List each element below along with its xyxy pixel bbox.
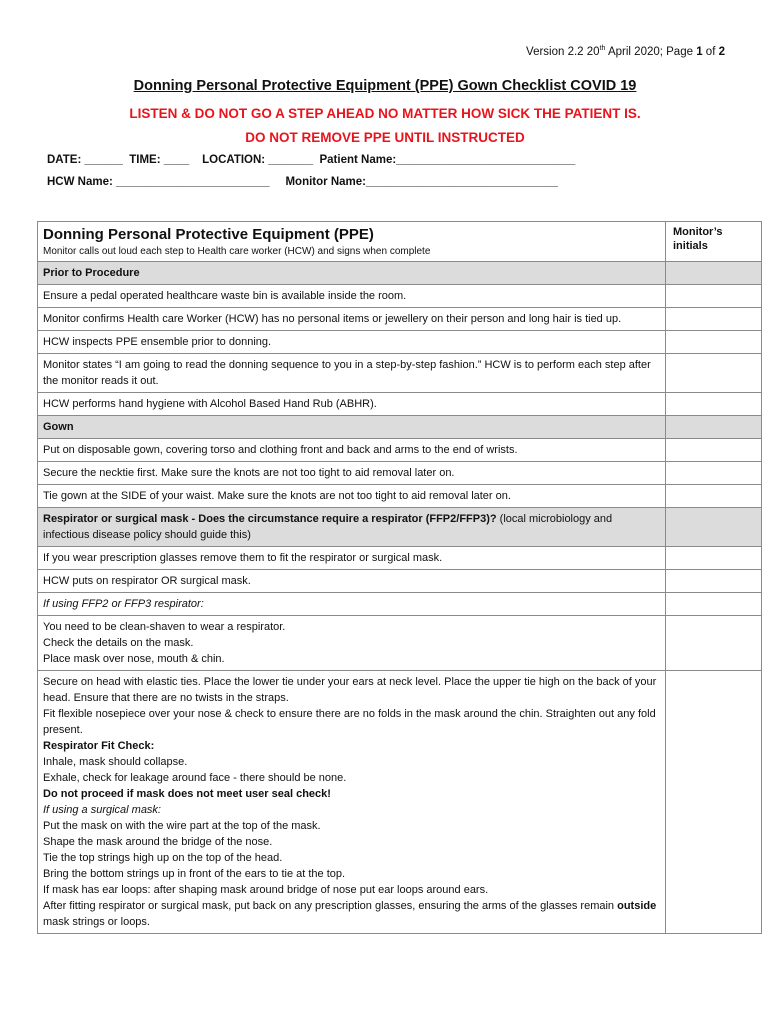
warning-line-1: LISTEN & DO NOT GO A STEP AHEAD NO MATTER HOW SICK THE PATIENT IS. [129, 106, 641, 121]
meta-line-date-time-location-patient[interactable]: DATE: ______ TIME: ____ LOCATION: _______ Patient Name:____________________________ [47, 154, 576, 166]
section-label-prior [38, 262, 666, 285]
initials-cell[interactable] [666, 547, 762, 570]
step-text: HCW puts on respirator OR surgical mask. [38, 570, 666, 593]
table-row [38, 354, 762, 393]
step-text: HCW inspects PPE ensemble prior to donning. [38, 331, 666, 354]
glasses-text-post: mask strings or loops. [43, 916, 150, 928]
initials-cell[interactable] [666, 671, 762, 934]
step-line: Shape the mask around the bridge of the nose. [43, 836, 273, 848]
document-title: Donning Personal Protective Equipment (PPE) Gown Checklist COVID 19 [133, 78, 637, 94]
step-line: Bring the bottom strings up in front of the ears to tie at the top. [43, 868, 346, 880]
step-line: You need to be clean-shaven to wear a respirator. [43, 621, 286, 633]
version-prefix: Version 2.2 20 [526, 45, 600, 58]
surgical-mask-heading: If using a surgical mask: [43, 804, 161, 816]
fit-check-heading: Respirator Fit Check: [43, 740, 155, 752]
page-of-label: of [702, 45, 719, 58]
version-date-suffix: th [599, 45, 606, 52]
table-row [38, 308, 762, 331]
version-date-rest: April 2020; Page [605, 45, 697, 58]
table-row [38, 616, 762, 671]
table-row [38, 462, 762, 485]
table-row [38, 285, 762, 308]
table-header-subtitle: Monitor calls out loud each step to Health care worker (HCW) and signs when complete [43, 246, 431, 257]
checklist-table [37, 221, 762, 934]
seal-check-warning: Do not proceed if mask does not meet user seal check! [43, 788, 331, 800]
step-text: Ensure a pedal operated healthcare waste bin is available inside the room. [38, 285, 666, 308]
step-line: Tie the top strings high up on the top of the head. [43, 852, 283, 864]
meta-line-hcw-monitor[interactable]: HCW Name: ________________________ Monitor Name:______________________________ [47, 176, 558, 188]
monitor-initials-header [666, 222, 762, 262]
initials-cell[interactable] [666, 439, 762, 462]
step-line-glasses [43, 898, 660, 930]
step-text: If using FFP2 or FFP3 respirator: [38, 593, 666, 616]
table-header-title: Donning Personal Protective Equipment (PPE) [43, 226, 374, 243]
step-text: If you wear prescription glasses remove them to fit the respirator or surgical mask. [38, 547, 666, 570]
step-text: Put on disposable gown, covering torso and clothing front and back and arms to the end of wrists. [38, 439, 666, 462]
section-gown-text: Gown [43, 421, 74, 433]
version-line [526, 45, 725, 58]
table-row [38, 439, 762, 462]
table-row [38, 393, 762, 416]
step-text-group [38, 671, 666, 934]
step-line: If mask has ear loops: after shaping mask around bridge of nose put ear loops around ears. [43, 884, 489, 896]
glasses-text-bold: outside [617, 900, 657, 912]
step-line: Check the details on the mask. [43, 637, 194, 649]
step-line: Fit flexible nosepiece over your nose & check to ensure there are no folds in the mask around the chin. Straighten out any fold present. [43, 708, 656, 736]
section-respirator-rest: (local microbiology and infectious disease policy should guide this) [43, 513, 613, 541]
initials-cell[interactable] [666, 616, 762, 671]
table-row [38, 547, 762, 570]
step-line: Inhale, mask should collapse. [43, 756, 188, 768]
initials-cell[interactable] [666, 485, 762, 508]
section-row-respirator [38, 508, 762, 547]
initials-cell[interactable] [666, 462, 762, 485]
initials-cell[interactable] [666, 570, 762, 593]
table-row [38, 570, 762, 593]
table-row [38, 593, 762, 616]
section-blank-prior [666, 262, 762, 285]
initials-cell[interactable] [666, 308, 762, 331]
section-label-gown [38, 416, 666, 439]
glasses-text-pre: After fitting respirator or surgical mask, put back on any prescription glasses, ensuring the arms of the glasses remain [43, 900, 618, 912]
table-header-row [38, 222, 762, 262]
section-row-gown [38, 416, 762, 439]
initials-cell[interactable] [666, 331, 762, 354]
step-text: Monitor states “I am going to read the donning sequence to you in a step-by-step fashion.” HCW is to perform each step after the monitor reads it out. [38, 354, 666, 393]
section-prior-text: Prior to Procedure [43, 267, 140, 279]
section-row-prior [38, 262, 762, 285]
initials-cell[interactable] [666, 354, 762, 393]
table-row [38, 485, 762, 508]
table-row [38, 331, 762, 354]
section-blank-respirator [666, 508, 762, 547]
step-text: Tie gown at the SIDE of your waist. Make sure the knots are not too tight to aid removal later on. [38, 485, 666, 508]
page-total: 2 [718, 45, 725, 58]
monitor-initials-header-line1: Monitor’s [673, 226, 723, 238]
initials-cell[interactable] [666, 393, 762, 416]
step-line: Exhale, check for leakage around face - there should be none. [43, 772, 347, 784]
step-line: Place mask over nose, mouth & chin. [43, 653, 225, 665]
step-text: Monitor confirms Health care Worker (HCW) has no personal items or jewellery on their person and long hair is tied up. [38, 308, 666, 331]
step-line: Put the mask on with the wire part at the top of the mask. [43, 820, 321, 832]
section-respirator-bold: Respirator or surgical mask - Does the circumstance require a respirator (FFP2/FFP3)? [43, 513, 497, 525]
warning-line-2: DO NOT REMOVE PPE UNTIL INSTRUCTED [245, 130, 525, 145]
step-text-group [38, 616, 666, 671]
step-text: Secure the necktie first. Make sure the knots are not too tight to aid removal later on. [38, 462, 666, 485]
initials-cell[interactable] [666, 593, 762, 616]
section-blank-gown [666, 416, 762, 439]
table-header-cell [38, 222, 666, 262]
monitor-initials-header-line2: initials [673, 240, 708, 252]
section-label-respirator [38, 508, 666, 547]
step-text: HCW performs hand hygiene with Alcohol Based Hand Rub (ABHR). [38, 393, 666, 416]
page-number: 1 [696, 45, 703, 58]
step-line: Secure on head with elastic ties. Place the lower tie under your ears at neck level. Place the upper tie high on the back of your head. Ensure that there are no twists in the straps. [43, 676, 657, 704]
table-row [38, 671, 762, 934]
initials-cell[interactable] [666, 285, 762, 308]
